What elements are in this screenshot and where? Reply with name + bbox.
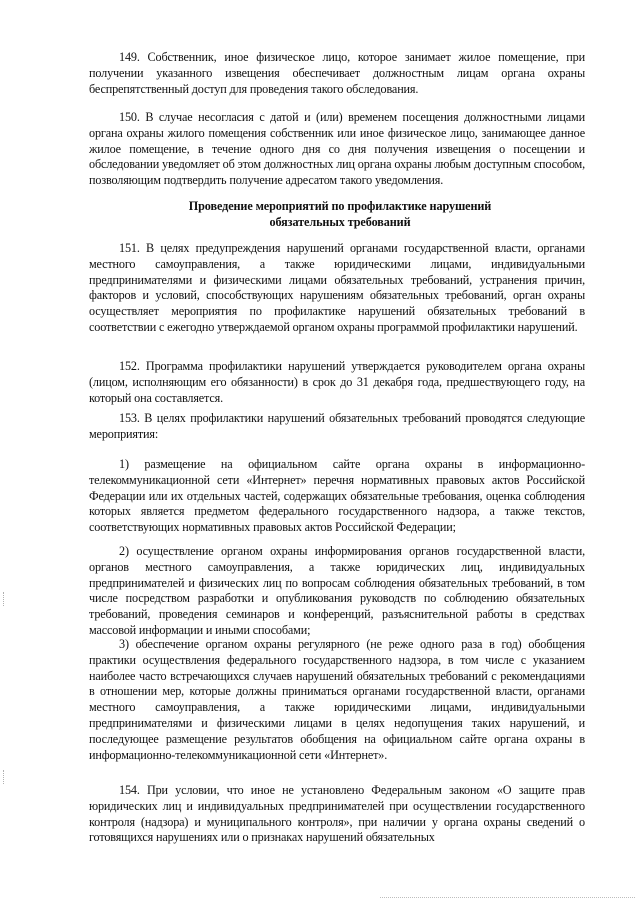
- paragraph-151: 151. В целях предупреждения нарушений органами государственной власти, органами местного самоуправления, а также юридическими лицами, индивидуальными предпринимателями и физическими лицами обязательных требований, устранения причин, факторов и условий, способствующих нарушениям обязательных требований, орган охраны осуществляет мероприятия по профилактике нарушений обязательных требований в соответствии с ежегодно утверждаемой органом охраны программой профилактики нарушений.: [89, 241, 585, 334]
- paragraph-154: 154. При условии, что иное не установлено Федеральным законом «О защите прав юридических лиц и индивидуальных предпринимателей при осуществлении государственного контроля (надзора) и муниципального контроля», при наличии у органа охраны сведений о готовящихся нарушениях или о признаках нарушений обязательных: [89, 783, 585, 845]
- section-heading-line-2: обязательных требований: [269, 214, 411, 229]
- list-item-2: 2) осуществление органом охраны информирования органов государственной власти, органов местного самоуправления, а также юридических лиц, индивидуальных предпринимателей и физических лиц по вопросам соблюдения обязательных требований, в том числе посредством разработки и опубликования руководств по соблюдению обязательных требований, проведения семинаров и конференций, разъяснительной работы в средствах массовой информации и иными способами;: [89, 544, 585, 637]
- paragraph-149: 149. Собственник, иное физическое лицо, которое занимает жилое помещение, при получении указанного извещения обеспечивает должностным лицам органа охраны беспрепятственный доступ для проведения такого обследования.: [89, 50, 585, 96]
- scan-edge-mark: [3, 770, 6, 784]
- paragraph-150: 150. В случае несогласия с датой и (или) временем посещения должностными лицами органа охраны жилого помещения собственник или иное физическое лицо, занимающее данное жилое помещение, в течение одного дня со дня получения извещения о посещении и обследовании уведомляет об этом должностных лиц органа охраны любым доступным способом, позволяющим подтвердить получение адресатом такого уведомления.: [89, 110, 585, 188]
- scan-edge-mark: [3, 592, 6, 606]
- scan-bottom-edge: [380, 897, 635, 899]
- section-heading-line-1: Проведение мероприятий по профилактике нарушений: [188, 199, 492, 213]
- list-item-3: 3) обеспечение органом охраны регулярного (не реже одного раза в год) обобщения практики осуществления федерального государственного надзора, в том числе с указанием наиболее часто встречающихся случаев нарушений обязательных требований с рекомендациями в отношении мер, которые должны приниматься органами государственной власти, органами местного самоуправления, а также юридическими лицами, индивидуальными предпринимателями и физическими лицами в целях недопущения таких нарушений, и последующее размещение результатов обобщения на официальном сайте органа охраны в информационно-телекоммуникационной сети «Интернет».: [89, 637, 585, 762]
- paragraph-153: 153. В целях профилактики нарушений обязательных требований проводятся следующие мероприятия:: [89, 411, 585, 441]
- paragraph-152: 152. Программа профилактики нарушений утверждается руководителем органа охраны (лицом, исполняющим его обязанности) в срок до 31 декабря года, предшествующего году, на который она составляется.: [89, 359, 585, 405]
- list-item-1: 1) размещение на официальном сайте органа охраны в информационно-телекоммуникационной сети «Интернет» перечня нормативных правовых актов Российской Федерации или их отдельных частей, содержащих обязательные требования, оценка соблюдения которых является предметом федерального государственного надзора, а также текстов, соответствующих нормативных правовых актов Российской Федерации;: [89, 457, 585, 535]
- section-heading: [160, 199, 520, 231]
